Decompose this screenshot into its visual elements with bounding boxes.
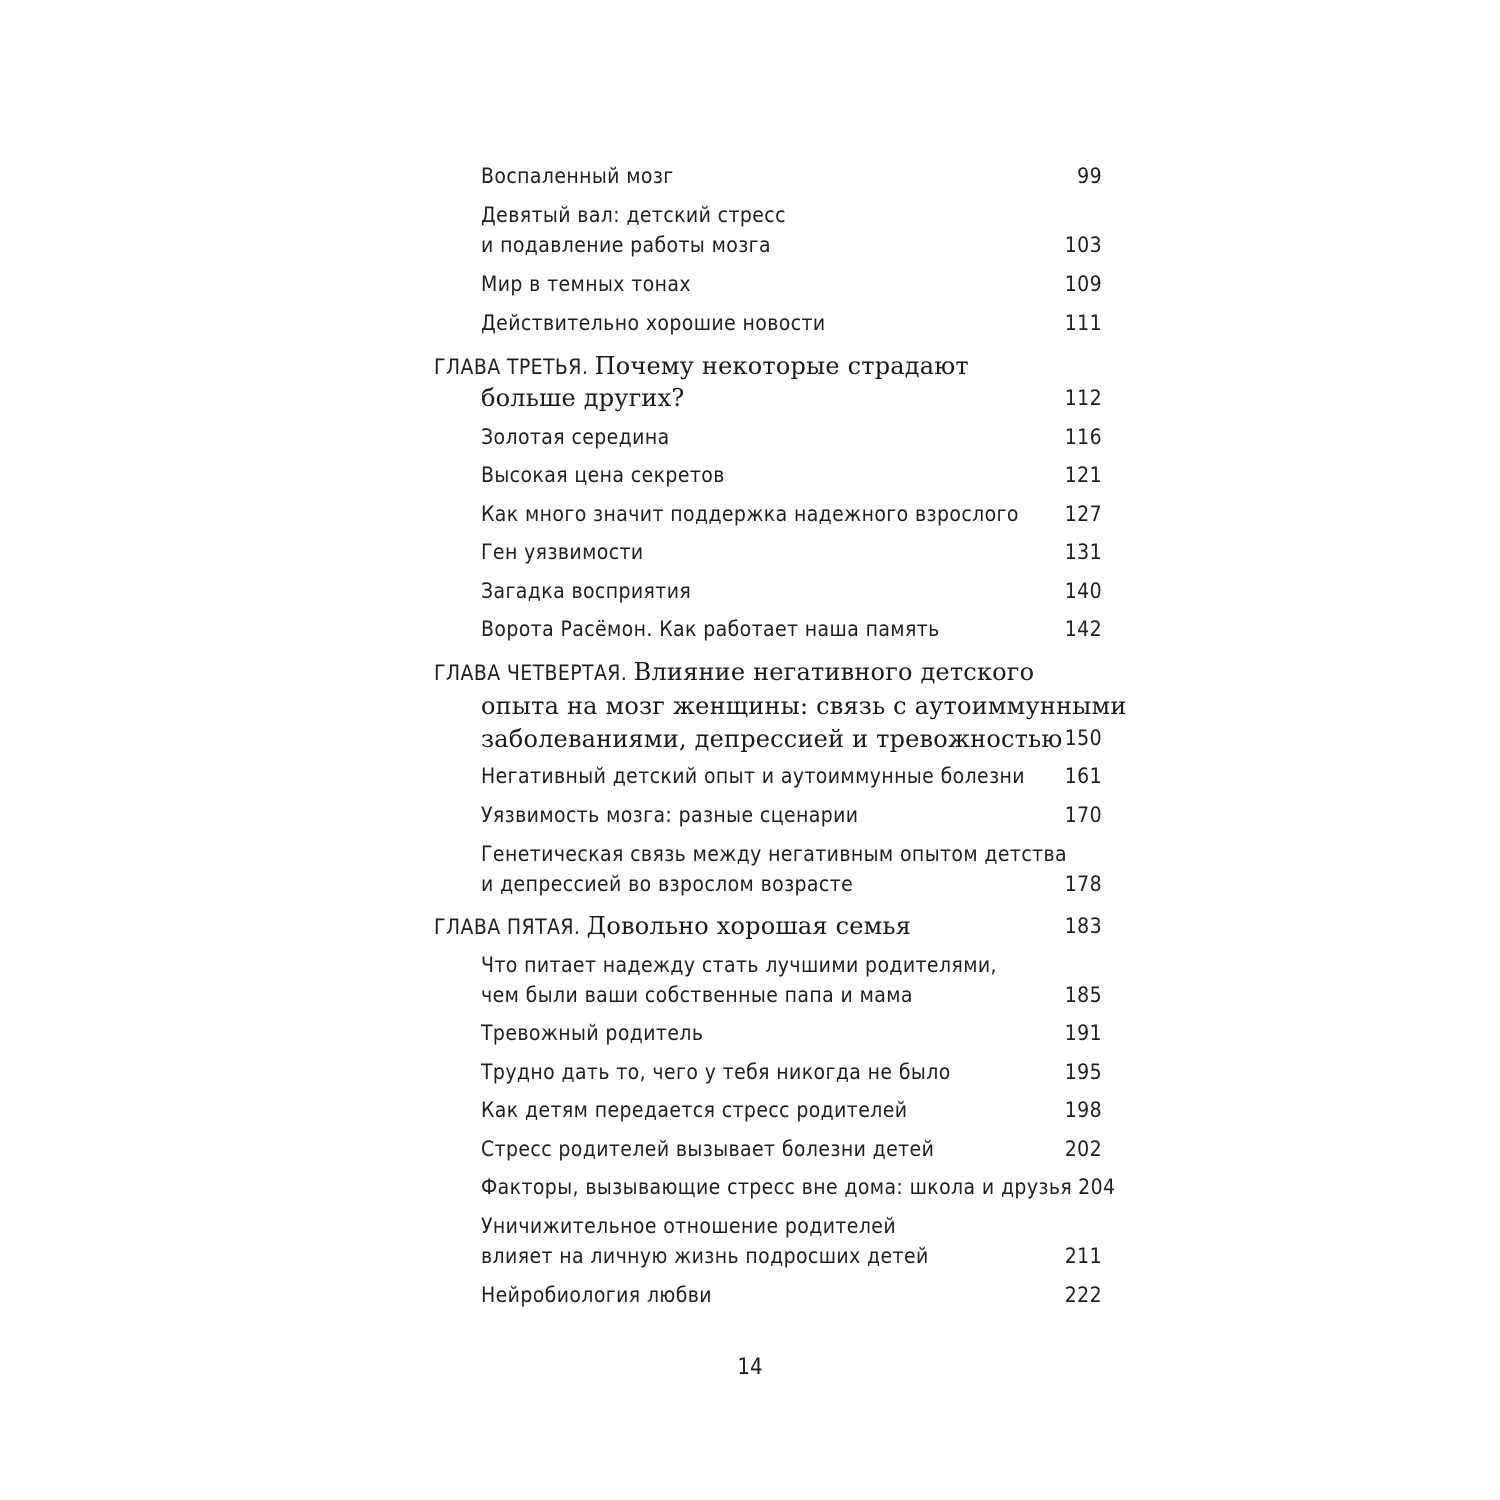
page-number: 14 <box>737 1355 763 1380</box>
toc-entry-title-cont: и депрессией во взрослом возрасте <box>481 872 854 896</box>
toc-entry-page: 103 <box>1064 233 1102 257</box>
toc-entry-title: Воспаленный мозг <box>481 164 674 188</box>
toc-entry-page: 185 <box>1064 983 1102 1007</box>
toc-entry-title: Нейробиология любви <box>481 1283 712 1307</box>
toc-entry-title: Генетическая связь между негативным опытом детства <box>481 842 1068 866</box>
toc-entry-title: Как много значит поддержка надежного взрослого <box>481 502 1019 526</box>
toc-entry-page: 195 <box>1064 1060 1102 1084</box>
toc-entry-page: 116 <box>1064 425 1102 449</box>
chapter-label: ГЛАВА ПЯТАЯ. <box>434 915 581 939</box>
chapter-title: Довольно хорошая семья <box>586 912 912 940</box>
toc-entry-page: 109 <box>1064 272 1102 296</box>
chapter-title: Влияние негативного детского <box>633 658 1035 686</box>
toc-entry-title: Уничижительное отношение родителей <box>481 1214 897 1238</box>
toc-entry-title: Как детям передается стресс родителей <box>481 1098 908 1122</box>
toc-entry-page: 170 <box>1064 803 1102 827</box>
toc-entry-title: Золотая середина <box>481 425 670 449</box>
toc-entry-title: Мир в темных тонах <box>481 272 691 296</box>
chapter-heading <box>434 354 969 378</box>
toc-entry-page: 131 <box>1064 540 1102 564</box>
chapter-heading <box>434 914 911 938</box>
toc-entry-title: Уязвимость мозга: разные сценарии <box>481 803 859 827</box>
chapter-heading <box>434 660 1034 684</box>
toc-entry-page: 178 <box>1064 872 1102 896</box>
toc-entry-page: 99 <box>1077 164 1102 188</box>
chapter-title: Почему некоторые страдают <box>594 352 969 380</box>
toc-entry-title-cont: чем были ваши собственные папа и мама <box>481 983 913 1007</box>
toc-entry-page: 127 <box>1064 502 1102 526</box>
chapter-title-cont: опыта на мозг женщины: связь с аутоиммунными <box>481 692 1127 720</box>
toc-entry-page: 142 <box>1064 617 1102 641</box>
toc-entry-page: 161 <box>1064 764 1102 788</box>
chapter-page: 112 <box>1064 386 1102 410</box>
toc-entry-title: Загадка восприятия <box>481 579 692 603</box>
toc-entry-title: Высокая цена секретов <box>481 463 725 487</box>
toc-entry-title: Ген уязвимости <box>481 540 644 564</box>
toc-entry-page: 211 <box>1064 1244 1102 1268</box>
chapter-title-cont: заболеваниями, депрессией и тревожностью <box>481 725 1063 753</box>
toc-entry-title-cont: и подавление работы мозга <box>481 233 771 257</box>
toc-entry-page: 222 <box>1064 1283 1102 1307</box>
toc-entry-title-cont: влияет на личную жизнь подросших детей <box>481 1244 929 1268</box>
toc-entry-page: 121 <box>1064 463 1102 487</box>
toc-entry-title-text: Факторы, вызывающие стресс вне дома: школа и друзья <box>481 1175 1073 1199</box>
chapter-page: 183 <box>1064 914 1102 938</box>
chapter-title-cont: больше других? <box>481 384 685 412</box>
toc-entry-title: Стресс родителей вызывает болезни детей <box>481 1137 935 1161</box>
toc-entry-title: Тревожный родитель <box>481 1021 704 1045</box>
toc-entry-page: 202 <box>1064 1137 1102 1161</box>
toc-entry-page: 198 <box>1064 1098 1102 1122</box>
toc-entry-page: 191 <box>1064 1021 1102 1045</box>
toc-entry-title: Что питает надежду стать лучшими родителями, <box>481 953 997 977</box>
toc-entry-title: Ворота Расёмон. Как работает наша память <box>481 617 940 641</box>
toc-entry-title: Действительно хорошие новости <box>481 311 826 335</box>
toc-entry-title <box>481 1177 1115 1198</box>
toc-entry-page: 204 <box>1078 1175 1116 1199</box>
toc-entry-page: 111 <box>1064 311 1102 335</box>
chapter-label: ГЛАВА ЧЕТВЕРТАЯ. <box>434 661 628 685</box>
chapter-label: ГЛАВА ТРЕТЬЯ. <box>434 355 589 379</box>
toc-entry-title: Девятый вал: детский стресс <box>481 203 786 227</box>
toc-entry-title: Трудно дать то, чего у тебя никогда не было <box>481 1060 951 1084</box>
toc-entry-title: Негативный детский опыт и аутоиммунные болезни <box>481 764 1025 788</box>
toc-entry-page: 140 <box>1064 579 1102 603</box>
chapter-page: 150 <box>1064 726 1102 750</box>
